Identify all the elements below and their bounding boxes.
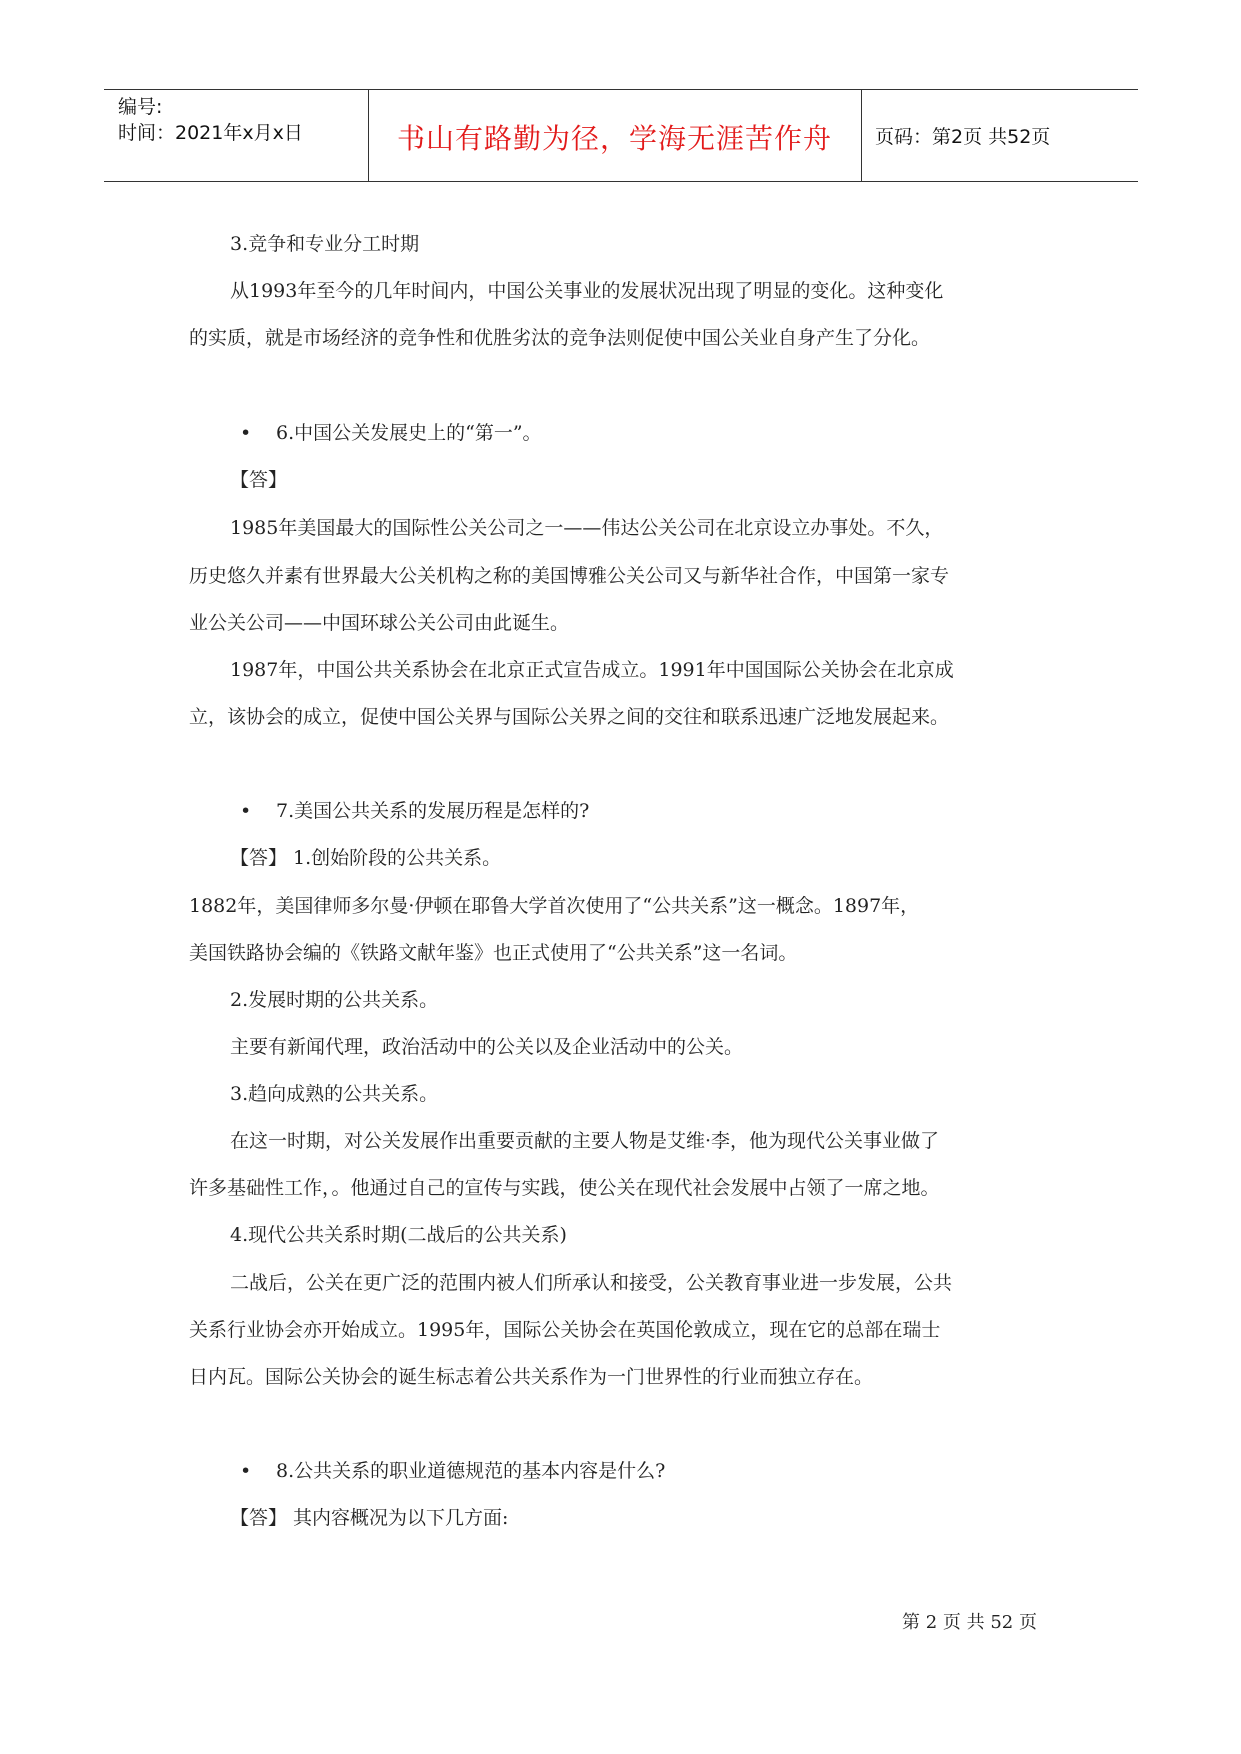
question-item [240,799,589,823]
answer-line: 【答】 1.创始阶段的公共关系。 [230,847,502,869]
bullet-icon: • [240,800,252,822]
answer-label: 【答】 [230,469,288,491]
paragraph-line: 1882年，美国律师多尔曼·伊顿在耶鲁大学首次使用了“公共关系”这一概念。1897年， [189,895,920,917]
answer-line: 【答】 其内容概况为以下几方面: [230,1507,509,1529]
paragraph-line: 关系行业协会亦开始成立。1995年，国际公关协会在英国伦敦成立，现在它的总部在瑞士 [189,1319,941,1341]
question-text: 6.中国公关发展史上的“第一”。 [276,422,542,444]
paragraph-line: 立，该协会的成立，促使中国公关界与国际公关界之间的交往和联系迅速广泛地发展起来。 [189,706,950,728]
header-page-label: 页码：第2页 共52页 [875,126,1051,148]
paragraph-line: 1987年，中国公共关系协会在北京正式宣告成立。1991年中国国际公关协会在北京成 [230,659,954,681]
bullet-icon: • [240,422,252,444]
header-motto: 书山有路勤为径，学海无涯苦作舟 [396,121,832,155]
paragraph-line: 从1993年至今的几年时间内，中国公关事业的发展状况出现了明显的变化。这种变化 [230,280,944,302]
document-time-label: 时间：2021年x月x日 [118,122,303,144]
section-heading: 3.竞争和专业分工时期 [230,233,420,255]
section-heading: 4.现代公共关系时期(二战后的公共关系) [230,1224,567,1246]
paragraph-line: 在这一时期，对公关发展作出重要贡献的主要人物是艾维·李，他为现代公关事业做了 [230,1130,940,1152]
paragraph-line: 日内瓦。国际公关协会的诞生标志着公共关系作为一门世界性的行业而独立存在。 [189,1366,874,1388]
question-text: 7.美国公共关系的发展历程是怎样的? [276,800,590,822]
paragraph-line: 美国铁路协会编的《铁路文献年鉴》也正式使用了“公共关系”这一名词。 [189,942,798,964]
header-motto-cell [368,90,862,181]
page-footer: 第 2 页 共 52 页 [902,1612,1037,1633]
question-item [240,1459,665,1483]
paragraph-line: 许多基础性工作，。他通过自己的宣传与实践，使公关在现代社会发展中占领了一席之地。 [189,1177,940,1199]
bullet-icon: • [240,1460,252,1482]
question-item [240,421,542,445]
document-number-label: 编号: [118,96,163,118]
paragraph-line: 的实质，就是市场经济的竞争性和优胜劣汰的竞争法则促使中国公关业自身产生了分化。 [189,327,931,349]
page-header [104,89,1138,182]
paragraph-line: 主要有新闻代理，政治活动中的公关以及企业活动中的公关。 [230,1036,744,1058]
header-left-cell [104,90,369,181]
section-heading: 3.趋向成熟的公共关系。 [230,1083,439,1105]
header-page-cell [861,90,1138,181]
question-text: 8.公共关系的职业道德规范的基本内容是什么? [276,1460,666,1482]
paragraph-line: 历史悠久并素有世界最大公关机构之称的美国博雅公关公司又与新华社合作，中国第一家专 [189,565,950,587]
paragraph-line: 二战后，公关在更广泛的范围内被人们所承认和接受，公关教育事业进一步发展，公共 [230,1272,953,1294]
paragraph-line: 1985年美国最大的国际性公关公司之一——伟达公关公司在北京设立办事处。不久， [230,517,944,539]
paragraph-line: 业公关公司——中国环球公关公司由此诞生。 [189,612,570,634]
section-heading: 2.发展时期的公共关系。 [230,989,439,1011]
